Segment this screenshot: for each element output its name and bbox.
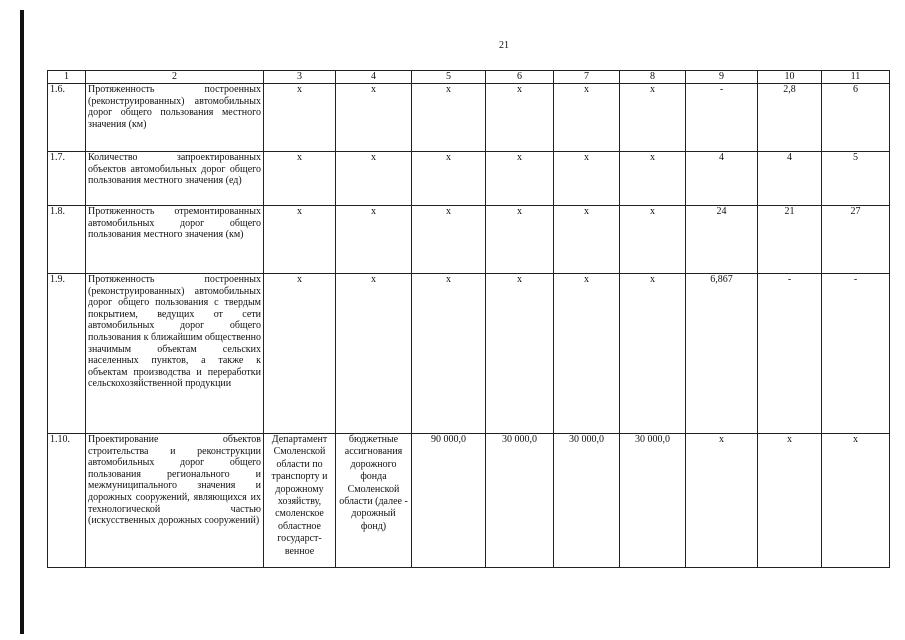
header-cell: 5 <box>412 71 486 84</box>
table-row <box>48 152 890 206</box>
table-cell: x <box>264 206 336 274</box>
header-cell: 11 <box>822 71 890 84</box>
table-cell: x <box>486 206 554 274</box>
row-description: Протяженность построенных (реконструированных) автомобильных дорог общего пользования местного значения (км) <box>86 84 264 152</box>
header-cell: 1 <box>48 71 86 84</box>
header-cell: 9 <box>686 71 758 84</box>
table-cell: x <box>554 274 620 434</box>
row-number: 1.7. <box>48 152 86 206</box>
table-cell: - <box>686 84 758 152</box>
table-cell: x <box>620 152 686 206</box>
row-description: Протяженность построенных (реконструированных) автомобильных дорог общего пользования с твердым покрытием, ведущих от сети автомобильных дорог общего пользования к ближайшим общественно значимым объектам сельских населенных пунктов, а также к объектам производства и переработки сельскохозяйственной продукции <box>86 274 264 434</box>
table-row <box>48 274 890 434</box>
header-cell: 4 <box>336 71 412 84</box>
table-cell: 30 000,0 <box>620 434 686 568</box>
funding-source-cell: бюджетные ассигнования дорожного фонда Смоленской области (далее - дорожный фонд) <box>336 434 412 568</box>
row-number: 1.6. <box>48 84 86 152</box>
indicators-table <box>47 70 890 568</box>
table-cell: 30 000,0 <box>554 434 620 568</box>
table-cell: x <box>554 206 620 274</box>
table-cell: x <box>336 152 412 206</box>
table-cell: x <box>620 274 686 434</box>
header-cell: 3 <box>264 71 336 84</box>
table-cell: x <box>336 274 412 434</box>
table-cell: x <box>412 206 486 274</box>
table-cell: x <box>264 152 336 206</box>
table-row <box>48 206 890 274</box>
header-row <box>48 71 890 84</box>
table-cell: 24 <box>686 206 758 274</box>
table-cell: x <box>758 434 822 568</box>
header-cell: 6 <box>486 71 554 84</box>
table-cell: x <box>486 84 554 152</box>
responsible-executor-cell: Департамент Смоленской области по транспорту и дорожному хозяйству, смоленское областное государст-венное <box>264 434 336 568</box>
row-description: Проектирование объектов строительства и реконструкции автомобильных дорог общего пользования регионального и межмуниципального значения и дорожных сооружений, являющихся их технологической частью (искусственных дорожных сооружений) <box>86 434 264 568</box>
table-row <box>48 434 890 568</box>
row-number: 1.10. <box>48 434 86 568</box>
table-cell: x <box>620 206 686 274</box>
page-number: 21 <box>499 40 509 51</box>
row-description: Количество запроектированных объектов автомобильных дорог общего пользования местного значения (ед) <box>86 152 264 206</box>
header-cell: 2 <box>86 71 264 84</box>
table-cell: 27 <box>822 206 890 274</box>
table-cell: - <box>758 274 822 434</box>
row-description: Протяженность отремонтированных автомобильных дорог общего пользования местного значения (км) <box>86 206 264 274</box>
table-cell: x <box>336 84 412 152</box>
table-cell: x <box>412 274 486 434</box>
table-cell: x <box>620 84 686 152</box>
table-cell: x <box>686 434 758 568</box>
table-cell: - <box>822 274 890 434</box>
table-cell: 21 <box>758 206 822 274</box>
table-cell: x <box>336 206 412 274</box>
table-cell: x <box>822 434 890 568</box>
table-cell: x <box>554 84 620 152</box>
header-cell: 8 <box>620 71 686 84</box>
row-number: 1.9. <box>48 274 86 434</box>
left-margin-rule <box>20 10 24 634</box>
table-cell: 90 000,0 <box>412 434 486 568</box>
table-cell: 30 000,0 <box>486 434 554 568</box>
header-cell: 7 <box>554 71 620 84</box>
table-cell: 4 <box>686 152 758 206</box>
table-cell: x <box>554 152 620 206</box>
table-cell: x <box>412 152 486 206</box>
table-cell: x <box>412 84 486 152</box>
table-cell: 6,867 <box>686 274 758 434</box>
table-cell: 4 <box>758 152 822 206</box>
header-cell: 10 <box>758 71 822 84</box>
table-cell: x <box>264 274 336 434</box>
row-number: 1.8. <box>48 206 86 274</box>
table-cell: 6 <box>822 84 890 152</box>
table-cell: x <box>264 84 336 152</box>
table-cell: x <box>486 274 554 434</box>
table-row <box>48 84 890 152</box>
table-cell: 5 <box>822 152 890 206</box>
table-cell: 2,8 <box>758 84 822 152</box>
table-cell: x <box>486 152 554 206</box>
